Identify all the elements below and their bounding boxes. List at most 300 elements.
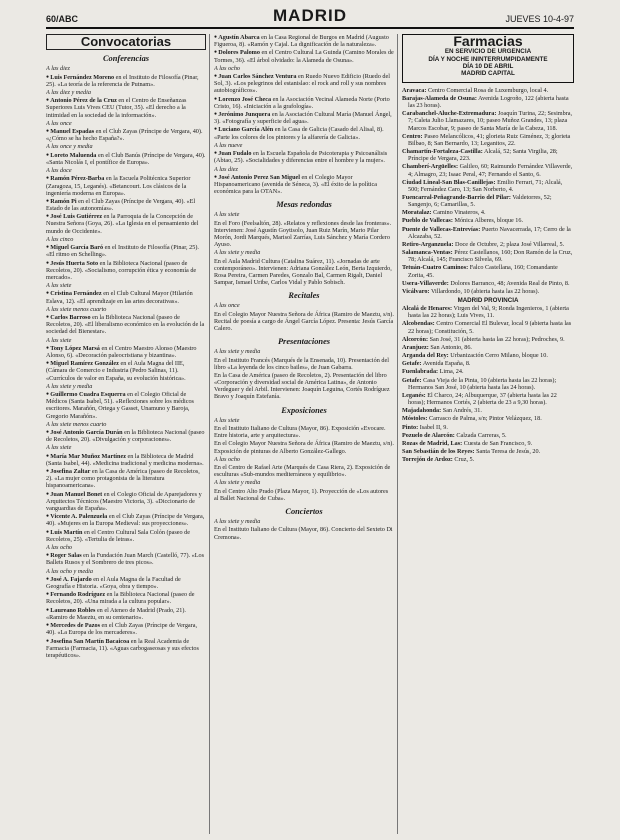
time-label xyxy=(214,211,394,218)
speaker-name: ● Fernando Rodríguez xyxy=(46,591,105,598)
speaker-name: ● Ramón Pi xyxy=(46,198,77,205)
district-name: Getafe: xyxy=(402,360,422,368)
column-rule xyxy=(397,34,398,834)
pharmacy-address: Paseo Melancólicos, 41; glorieta Ruiz Giménez, 3; glorieta Bilbao, 8; San Bernardo, 13; Leganitos, 22. xyxy=(408,132,571,147)
listing-entry xyxy=(46,638,206,659)
time-text: A las siete xyxy=(46,336,72,344)
pharmacy-entry xyxy=(402,264,574,278)
entry-text: en el Aula Magna del IIE, (Cámara de Comercio e Industria (Pedro Salinas, 11). «Currículos de valor en España, su evolución histórica». xyxy=(46,360,186,382)
entry-text: en el Centro de Enseñanzas Superiores Luis Vives CEU (Tutor, 35). «El derecho a la intimidad en la sociedad de la información». xyxy=(46,97,187,119)
pharmacy-entry xyxy=(402,217,574,224)
pharmacy-entry xyxy=(402,148,574,162)
entry-text: en la Fundación Juan March (Castelló, 77). «Los Ballets Rusos y el Sombrero de tres picos». xyxy=(46,552,204,567)
pharmacy-entry xyxy=(402,87,574,94)
mesas-redondas-title: Mesas redondas xyxy=(276,200,332,210)
speaker-name: ● José Antonio Perez San Miguel xyxy=(214,174,300,181)
listing-entry xyxy=(46,290,206,304)
pharmacy-entry xyxy=(402,448,574,455)
speaker-name: ● María Mar Muñoz Martínez xyxy=(46,453,126,460)
entry-text: en el Aula Magna de la Facultad de Geografía e Historia. «Goya, obra y tiempo». xyxy=(46,575,181,591)
pharmacy-address: San Antonio, 86. xyxy=(430,343,472,351)
speaker-name: ● Juan Carlos Sánchez Ventura xyxy=(214,73,297,80)
entry-text: en la Real Academia de Farmacia (Farmacia, 11). «Aguas carbogaseosas y sus efectos terapéuticos». xyxy=(46,637,199,659)
entry-text: en la Casa Regional de Burgos en Madrid (Augusto Figueroa, 8). «Ramón y Cajal. La dignificación de la naturaleza». xyxy=(214,34,389,49)
pharmacy-entry xyxy=(402,226,574,240)
entry-text: en la Casa de Galicia (Casado del Alisal, 8). «Parte los colores de los pintores y la alfarería de Galicia». xyxy=(214,126,384,141)
recitales-title: Recitales xyxy=(288,291,320,301)
time-label xyxy=(46,444,206,451)
time-label xyxy=(46,167,206,174)
pharmacy-address: Joaquín Turina, 22; Sesimbra, 7; Caleta Julio Llamazares, 10; paseo Muñoz Grandes, 13; plaza Marcos Escobar, 9; paseo de Santa María de la Cabeza, 118. xyxy=(408,110,573,132)
speaker-name: ● Manuel Espadas xyxy=(46,128,94,135)
time-text: A las diez xyxy=(214,165,238,173)
entry-text: En el Centro Alto Prado (Plaza Mayor, 1). Proyección de «Los autores al Ballet Nacional de Cuba». xyxy=(214,487,389,502)
pharmacy-address: Camino Vinateros, 4. xyxy=(433,209,486,217)
pharmacy-address: San José, 31 (abierta hasta las 22 horas); Pedroches, 9. xyxy=(429,335,565,343)
pharmacy-address: Puerto Navacerrada, 17; Cerro de la Alcazaba, 52. xyxy=(408,225,571,240)
time-text: A las nueve xyxy=(214,141,243,149)
pharmacy-address: Santa Teresa de Jesús, 20. xyxy=(476,447,541,455)
listing-entry xyxy=(214,73,394,94)
pharmacy-address: Pérez Castellanos, 160; Don Ramón de la Cruz, 78; Alcalá, 145; Francisco Silvela, 69. xyxy=(408,249,573,264)
entry-text: En el Centro de Rafael Arte (Marqués de Casa Riera, 2). Exposición de esculturas «Sub-mundos mediterráneos y equilibrio». xyxy=(214,464,391,479)
listing-entry xyxy=(46,453,206,467)
pharmacy-address: Emilio Ferrari, 71; Alcalá, 500; Fernández Caro, 13; San Norberto, 4. xyxy=(408,178,563,193)
time-label xyxy=(46,143,206,150)
speaker-name: ● Carlos Barroso xyxy=(46,314,91,321)
presentaciones-title: Presentaciones xyxy=(277,337,331,347)
speaker-name: ● Lorenzo José Checa xyxy=(214,96,271,103)
entry-text: en el Club Zayas (Príncipe de Vergara, 40). «¿Cómo se ha hecho España?». xyxy=(46,128,203,143)
conferencias-list xyxy=(46,65,206,659)
time-text: A las once y media xyxy=(46,143,93,151)
listing-entry xyxy=(46,97,206,118)
conferencias-continued-list xyxy=(214,34,394,195)
time-label xyxy=(214,166,394,173)
pharmacy-address: Casa Vieja de la Pinta, 10 (abierta hasta las 22 horas); Hermanos San José, 10 (abierta hasta las 24 horas). xyxy=(408,376,557,391)
district-name: Arganda del Rey: xyxy=(402,352,449,360)
listing-entry xyxy=(46,591,206,605)
listing-entry xyxy=(214,311,394,332)
entry-text: En el Colegio Mayor Nuestra Señora de África (Ramiro de Maeztu, s/n). Recital de poesía a cargo de Ángel García López. Presenta: Jesús García Calero. xyxy=(214,310,394,332)
listing-entry xyxy=(214,34,394,48)
time-text: A las once xyxy=(46,119,72,127)
listing-entry xyxy=(46,260,206,281)
pharmacy-entry xyxy=(402,360,574,367)
listing-entry xyxy=(46,74,206,88)
listing-entry xyxy=(46,513,206,527)
time-label xyxy=(46,544,206,551)
time-label xyxy=(214,518,394,525)
time-label xyxy=(214,249,394,256)
pharmacy-entry xyxy=(402,392,574,406)
speaker-name: ● José A. Fajardo xyxy=(46,576,92,583)
district-name: Torrejón de Ardoz: xyxy=(402,456,453,464)
listing-entry xyxy=(46,491,206,512)
listing-entry xyxy=(214,150,394,164)
entry-text: En el Instituto Italiano de Cultura (Mayor, 86). Exposición «Evocare. Entre historia, arte y arquitectura». xyxy=(214,424,386,440)
district-name: Alcorcón: xyxy=(402,335,429,343)
district-name: Rozas de Madrid, Las: xyxy=(402,439,463,447)
entry-text: en la Escuela Politécnica Superior (Zaragoza, 15, Leganés). «Betancourt. Los clásicos de la ingeniería moderna en Europa». xyxy=(46,175,191,197)
listing-entry xyxy=(46,622,206,636)
time-text: A las diez y media xyxy=(46,88,91,96)
farmacias-subtitle-2: DÍA Y NOCHE ININTERRUMPIDAMENTE xyxy=(428,55,548,63)
pharmacy-address: Virgen del Val, 9; Ronda Ingenieros, 1 (abierta hasta las 22 horas); Luis Vives, 11. xyxy=(408,305,569,320)
listing-entry xyxy=(46,429,206,443)
pharmacy-address: Urbanización Cerro Milano, bloque 10. xyxy=(450,352,548,360)
listing-entry xyxy=(214,526,394,540)
district-name: Fuenlabrada: xyxy=(402,368,439,376)
pharmacy-address: Doce de Octubre, 2; plaza José Villarreal, 5. xyxy=(454,240,565,248)
district-name: San Sebastián de los Reyes: xyxy=(402,447,475,455)
pharmacy-entry xyxy=(402,336,574,343)
pharmacy-address: Cuesta de San Francisco, 9. xyxy=(463,439,533,447)
listing-entry xyxy=(214,258,394,287)
entry-text: en la Parroquia de la Concepción de Nuestra Señora (Goya, 26). «La Iglesia en el pensamiento del mundo de Occidente». xyxy=(46,213,199,235)
entry-text: en la Asociación Vecinal Alameda Norte (Porto Cristo, 16). «Iniciación a la grafología». xyxy=(214,95,390,110)
pharmacy-address: Centro Comercial Rosa de Luxemburgo, local 4. xyxy=(427,86,549,94)
pharmacy-entry xyxy=(402,368,574,375)
entry-text: en el Club Banús (Príncipe de Vergara, 40). «Santa Nicolás I, el pontífice de Europa». xyxy=(46,151,206,166)
speaker-name: ● José Antonio García Durán xyxy=(46,429,123,436)
listing-entry xyxy=(46,552,206,566)
pharmacy-entry xyxy=(402,377,574,391)
column-middle xyxy=(214,34,394,834)
speaker-name: ● Roger Salas xyxy=(46,552,82,559)
time-text: A las once xyxy=(214,302,240,310)
time-text: A las doce xyxy=(46,167,72,175)
listing-entry xyxy=(46,198,206,212)
entry-text: en la Casa de América (paseo de Recoletos, 2). «La mujer como protagonista de la literatura hispanoamericana». xyxy=(46,468,200,490)
listing-entry xyxy=(214,220,394,249)
time-text: A las ocho xyxy=(214,455,241,463)
entry-text: en la Biblioteca Nacional (paseo de Recoletos, 20). «El liberalismo económico en la evolución de la sociedad del Bienestar». xyxy=(46,314,205,336)
listing-entry xyxy=(46,128,206,142)
listing-entry xyxy=(214,464,394,478)
time-label xyxy=(46,383,206,390)
time-text: A las siete y media xyxy=(46,382,93,390)
district-name: Tetuán-Cuatro Caminos: xyxy=(402,264,469,272)
time-label xyxy=(46,282,206,289)
district-name: Chamberí-Argüelles: xyxy=(402,163,459,171)
time-label xyxy=(214,302,394,309)
pharmacy-address: Falco Castellana, 160; Comandante Zorita, 45. xyxy=(408,264,558,279)
pharmacy-entry xyxy=(402,407,574,414)
district-name: Aranjuez: xyxy=(402,343,429,351)
time-text: A las siete y media xyxy=(214,249,261,257)
time-text: A las siete xyxy=(46,282,72,290)
time-text: A las ocho y media xyxy=(46,567,93,575)
pharmacy-address: Centro Comercial El Bulevar, local 9 (abierta hasta las 22 horas); Constitución, 5. xyxy=(408,320,572,335)
listing-entry xyxy=(46,391,206,420)
pharmacy-address: Mónica Alberes, bloque 16. xyxy=(454,217,524,225)
listing-entry xyxy=(214,440,394,454)
entry-text: en la Biblioteca Nacional (paseo de Recoletos, 20). «Una mirada a la cultura popular». xyxy=(46,591,195,606)
listing-entry xyxy=(214,126,394,140)
time-label xyxy=(46,120,206,127)
listing-entry xyxy=(214,488,394,502)
district-name: Fuencarral-Peñagrande-Barrio del Pilar: xyxy=(402,193,511,201)
speaker-name: ● Miguel Ramírez González xyxy=(46,360,119,367)
pharmacy-entry xyxy=(402,344,574,351)
entry-text: En el Foro (Feelsaltón, 28). «Relatos y reflexiones desde las fronteras». Intervienen: José Agustín Goytisolo, Juan Ruiz Marín, Mario Pilar Morón, Jordi Marqués, Marisol Zarrías, Luis Sánchez y María Cordero Ayuso. xyxy=(214,219,392,249)
district-name: Usera-Villaverde: xyxy=(402,279,449,287)
exposiciones-list xyxy=(214,417,394,502)
time-text: A las siete y media xyxy=(214,479,261,487)
entry-text: en la Escuela Española de Psicoterapia y Psicoanálisis (Abtao, 25). «Socialidades y diferencias entre el hombre y la mujer». xyxy=(214,150,388,165)
pharmacy-address: Valdetorres, 52; Sangenjo, 6; Camarillas, 5. xyxy=(408,193,552,209)
column-rule xyxy=(209,34,210,834)
pharmacy-address: Avenida Logroño, 122 (abierta hasta las 23 horas). xyxy=(408,94,569,110)
pharmacy-entry xyxy=(402,280,574,287)
entry-text: en la Biblioteca Nacional (paseo de Recoletos, 20). «Divulgación y corporaciones». xyxy=(46,429,205,444)
time-text: A las ocho xyxy=(46,544,73,551)
provincia-title: MADRID PROVINCIA xyxy=(457,297,519,304)
speaker-name: ● Ramón Pérez-Barba xyxy=(46,175,104,182)
entry-text: en el Ateneo de Madrid (Prado, 21). «Ramiro de Maeztu, en su centenario». xyxy=(46,606,186,621)
time-text: A las ocho xyxy=(214,64,241,72)
entry-text: en el Centro Maestro Alonso (Maestro Alonso, 6). «Decoración paleocristiana y bizantina». xyxy=(46,344,197,359)
listing-entry xyxy=(46,345,206,359)
time-text: A las siete menos cuarto xyxy=(46,305,107,313)
farmacias-subtitle-1: EN SERVICIO DE URGENCIA xyxy=(444,48,532,56)
time-label xyxy=(46,236,206,243)
pharmacy-entry xyxy=(402,440,574,447)
district-name: Majadahonda: xyxy=(402,407,442,415)
convocatorias-heading-box xyxy=(46,34,206,50)
pharmacy-entry xyxy=(402,209,574,216)
pharmacy-entry xyxy=(402,288,574,295)
time-label xyxy=(46,65,206,72)
listing-entry xyxy=(46,607,206,621)
listing-entry xyxy=(214,96,394,110)
speaker-name: ● Cristina Fernández xyxy=(46,290,102,297)
section-title: MADRID xyxy=(273,6,347,25)
entry-text: en la Biblioteca de Madrid (Santa Isabel, 44). «Medicina tradicional y medicina moderna». xyxy=(46,452,204,467)
entry-text: en el Centro Cultural Sala Colón (paseo de Recoletos, 25). «Tertulia de letras». xyxy=(46,528,191,543)
time-text: A las siete y media xyxy=(214,518,261,526)
entry-text: en el Club Zayas (Príncipe de Vergara, 40). «Mujeres en la Europa Medieval: sus proyecciones». xyxy=(46,513,205,528)
entry-text: En el Aula Madrid Cultura (Catalina Suárez, 11). «Jornadas de arte contemporáneo». Intervienen: Adriana González León, Berta Izquierdo, Rosa Pereira, Carmen Paredes, Gonzalo Bal, Carmen Rigalt, Daniel Sampar, Ismael Uribe, Carlos Vidal y Pablo Sobisch. xyxy=(214,257,392,287)
pharmacy-entry xyxy=(402,110,574,131)
entry-text: en el Instituto de Filosofía (Pinar, 25). «El ritmo en Schelling». xyxy=(46,244,199,259)
farmacias-heading-box xyxy=(402,34,574,83)
pharmacy-entry xyxy=(402,163,574,177)
district-name: Getafe: xyxy=(402,376,422,384)
entry-text: en la Biblioteca Nacional (paseo de Recoletos, 20). «Socialismo, corrupción ética y economía de mercado». xyxy=(46,259,197,281)
conferencias-title: Conferencias xyxy=(102,54,150,64)
mesas-redondas-list xyxy=(214,211,394,286)
district-name: Alcalá de Henares: xyxy=(402,305,453,313)
time-text: A las diez xyxy=(46,65,70,73)
pharmacy-address: Avenida España, 8. xyxy=(422,360,471,368)
pharmacy-address: Alcalá, 52; Santa Virgilia, 28; Príncipe de Vergara, 223. xyxy=(408,148,558,163)
time-text: A las siete y media xyxy=(214,348,261,356)
time-label xyxy=(214,142,394,149)
farmacias-title: Farmacias xyxy=(453,34,523,49)
listing-entry xyxy=(46,213,206,234)
conciertos-list xyxy=(214,518,394,541)
pharmacy-entry xyxy=(402,95,574,109)
speaker-name: ● Guillermo Cuadra Esquerra xyxy=(46,391,126,398)
district-name: Puente de Vallecas-Entrevías: xyxy=(402,225,481,233)
district-name: Móstoles: xyxy=(402,415,428,423)
listing-entry xyxy=(214,372,394,401)
district-name: Centro: xyxy=(402,132,423,140)
district-name: Barajas-Alameda de Osuna: xyxy=(402,94,477,102)
district-name: Moratalaz: xyxy=(402,209,432,217)
time-text: A las siete xyxy=(46,444,72,452)
listing-entry xyxy=(46,175,206,196)
entry-text: En la Casa de América (paseo de Recoletos, 2). Presentación del libro «Corporación y diversidad social de América Latina», de Antonio Verdeguer y del Arbil. Intervienen: Joaquín Leguina, Cortés Rodríguez Bravo y Joaquín Estefanía. xyxy=(214,371,390,401)
pharmacy-address: Lima, 24. xyxy=(439,368,464,376)
pharmacy-entry xyxy=(402,415,574,422)
time-text: A las siete menos cuarto xyxy=(46,420,107,428)
pharmacy-entry xyxy=(402,194,574,208)
farmacias-provincia-list xyxy=(402,305,574,463)
speaker-name: ● Jerónimo Junquera xyxy=(214,111,270,118)
time-label xyxy=(214,479,394,486)
pharmacy-entry xyxy=(402,241,574,248)
district-name: Retiro-Arganzuela: xyxy=(402,240,454,248)
district-name: Vicálvaro: xyxy=(402,287,430,295)
time-label xyxy=(46,89,206,96)
entry-text: en el Centro Cultural La Guinda (Camino Morales de Tormes, 36). «El árbol olvidado: la Alameda de Osuna». xyxy=(214,49,394,64)
listing-entry xyxy=(214,174,394,195)
pharmacy-address: Dolores Barranco, 48; Avenida Real de Pinto, 8. xyxy=(450,279,570,287)
speaker-name: ● José Luis Gutiérrez xyxy=(46,213,102,220)
pharmacy-entry xyxy=(402,179,574,193)
pharmacy-entry xyxy=(402,456,574,463)
speaker-name: ● Luis Fernández Moreno xyxy=(46,74,114,81)
pharmacy-entry xyxy=(402,320,574,334)
listing-entry xyxy=(46,244,206,258)
listing-entry xyxy=(214,49,394,63)
district-name: Pozuelo de Alarcón: xyxy=(402,431,455,439)
time-label xyxy=(46,568,206,575)
time-label xyxy=(46,421,206,428)
listing-entry xyxy=(46,576,206,590)
listing-entry xyxy=(46,360,206,381)
speaker-name: ● Juan Manuel Bonet xyxy=(46,491,102,498)
time-text: A las siete xyxy=(214,416,240,424)
entry-text: en el Club Zayas (Príncipe de Vergara, 40). «El Estado de las autonomías». xyxy=(46,197,196,213)
entry-text: en el Colegio Oficial de Médicos (Santa Isabel, 51). «Reflexiones sobre los médicos escritores. Marañón, Ortega y Gasset, Unamuno y Baroja, Gregorio Marañón». xyxy=(46,391,194,420)
speaker-name: ● Antonio Pérez de la Cruz xyxy=(46,97,117,104)
district-name: Pueblo de Vallecas: xyxy=(402,217,453,225)
exposiciones-title: Exposiciones xyxy=(281,405,327,415)
farmacias-subtitle-3: DÍA 10 DE ABRIL xyxy=(462,62,514,70)
listing-entry xyxy=(46,314,206,335)
time-label xyxy=(214,456,394,463)
presentaciones-list xyxy=(214,348,394,400)
entry-text: en el Colegio Mayor Hispanoamericano (avenida de Séneca, 3). «El éxito de la política económica para la OTAN». xyxy=(214,173,378,196)
issue-date: JUEVES 10-4-97 xyxy=(505,14,574,24)
speaker-name: ● Jesús Huerta Soto xyxy=(46,260,98,267)
farmacias-subtitle-4: MADRID CAPITAL xyxy=(461,70,515,78)
speaker-name: ● Agustín Abarca xyxy=(214,34,260,41)
speaker-name: ● Luciano García Alén xyxy=(214,126,273,133)
pharmacy-address: El Charco, 24; Albuquerque, 37 (abierta hasta las 22 horas); Hermanos Cortés, 2 (abierta de 23 a 9,30 horas). xyxy=(408,391,557,407)
speaker-name: ● Luis Martín xyxy=(46,529,82,536)
speaker-name: ● Dolores Palomo xyxy=(214,49,260,56)
speaker-name: ● Josefina San Martín Bacaicoa xyxy=(46,638,129,645)
pharmacy-entry xyxy=(402,424,574,431)
entry-text: en el Instituto de Filosofía (Pinar, 25). «La teoría de la referencia de Putnam». xyxy=(46,73,199,88)
farmacias-capital-list xyxy=(402,87,574,295)
column-farmacias xyxy=(402,34,574,834)
speaker-name: ● Laureano Robles xyxy=(46,607,95,614)
pharmacy-entry xyxy=(402,249,574,263)
district-name: Pinto: xyxy=(402,423,419,431)
pharmacy-address: Carrasco de Palma, s/n; Pintor Velázquez, 18. xyxy=(428,415,542,423)
listing-entry xyxy=(214,111,394,125)
pharmacy-entry xyxy=(402,432,574,439)
entry-text: en el Colegio Oficial de Aparejadores y Arquitectos Técnicos (Maestro Victoria, 3). «Diccionario de vanguardias de España». xyxy=(46,490,202,512)
pharmacy-address: Calzada Carreras, 5. xyxy=(456,431,507,439)
listing-entry xyxy=(46,152,206,166)
entry-text: En el Instituto Italiano de Cultura (Mayor, 86). Concierto del Sexteto Di Cremona». xyxy=(214,526,393,541)
speaker-name: ● Loreto Maluenda xyxy=(46,152,96,159)
time-label xyxy=(214,65,394,72)
speaker-name: ● Miguel García Baró xyxy=(46,244,103,251)
time-label xyxy=(214,417,394,424)
pharmacy-address: Isabel II, 9. xyxy=(419,423,448,431)
pharmacy-address: Cruz, 5. xyxy=(454,456,475,464)
speaker-name: ● Tony López Marsá xyxy=(46,345,100,352)
recitales-list xyxy=(214,302,394,332)
district-name: Chamartín-Fortaleza-Castilla: xyxy=(402,148,483,156)
entry-text: en el Club Zayas (Príncipe de Vergara, 40). «La Europa de los mercaderes». xyxy=(46,622,198,637)
time-label xyxy=(46,306,206,313)
district-name: Leganés: xyxy=(402,391,426,399)
entry-text: en la Asociación Cultural María (Manuel Ángel, 3). «Fotografía y superficie del agua». xyxy=(214,111,392,126)
pharmacy-entry xyxy=(402,305,574,319)
conciertos-title: Conciertos xyxy=(285,506,323,516)
listing-entry xyxy=(214,425,394,439)
time-label xyxy=(214,348,394,355)
entry-text: en el Club Cultural Mayor (Hilarión Eslava, 12). «El aprendizaje en las artes decorativas». xyxy=(46,290,193,305)
time-text: A las cinco xyxy=(46,235,74,243)
district-name: Salamanca-Ventas: xyxy=(402,249,453,257)
pharmacy-entry xyxy=(402,352,574,359)
page-number: 60/ABC xyxy=(46,14,79,24)
listing-entry xyxy=(46,468,206,489)
pharmacy-entry xyxy=(402,133,574,147)
speaker-name: ● Mercedes de Pazos xyxy=(46,622,100,629)
pharmacy-address: Villardondo, 10 (abierta hasta las 22 horas). xyxy=(430,287,540,295)
entry-text: En el Instituto Francés (Marqués de la Ensenada, 10). Presentación del libro «La leyenda de los cinco bailes», de Juan Gabarra. xyxy=(214,356,389,371)
pharmacy-address: San Andrés, 31. xyxy=(442,407,482,415)
district-name: Ciudad Lineal-San Blas-Canillejas: xyxy=(402,178,496,186)
speaker-name: ● Juan Fudalo xyxy=(214,150,251,157)
district-name: Alcobendas: xyxy=(402,320,435,328)
district-name: Aravaca: xyxy=(402,86,427,94)
pharmacy-address: Galileo, 60; Raimundo Fernández Villaverde, 4; Almagro, 23; Isaac Peral, 47; Fernando el Santo, 6. xyxy=(408,163,573,178)
entry-text: en Ruedo Nuevo Edificio (Ruedo del Sol, 3). «Los pelegrinos del estanislao: el rock and roll y sus nombres autobiográficos». xyxy=(214,73,390,95)
speaker-name: ● Josefina Zaltar xyxy=(46,468,90,475)
district-name: Carabanchel-Aluche-Extremadura: xyxy=(402,110,497,118)
column-convocatorias xyxy=(46,34,206,834)
convocatorias-title: Convocatorias xyxy=(80,34,172,49)
listing-entry xyxy=(214,357,394,371)
speaker-name: ● Vicente A. Palenzuela xyxy=(46,513,107,520)
entry-text: En el Colegio Mayor Nuestra Señora de África (Ramiro de Maeztu, s/n). Exposición de pinturas de Alberto González-Gallego. xyxy=(214,440,394,455)
listing-entry xyxy=(46,529,206,543)
page-header xyxy=(46,7,574,29)
time-text: A las siete xyxy=(214,211,240,219)
